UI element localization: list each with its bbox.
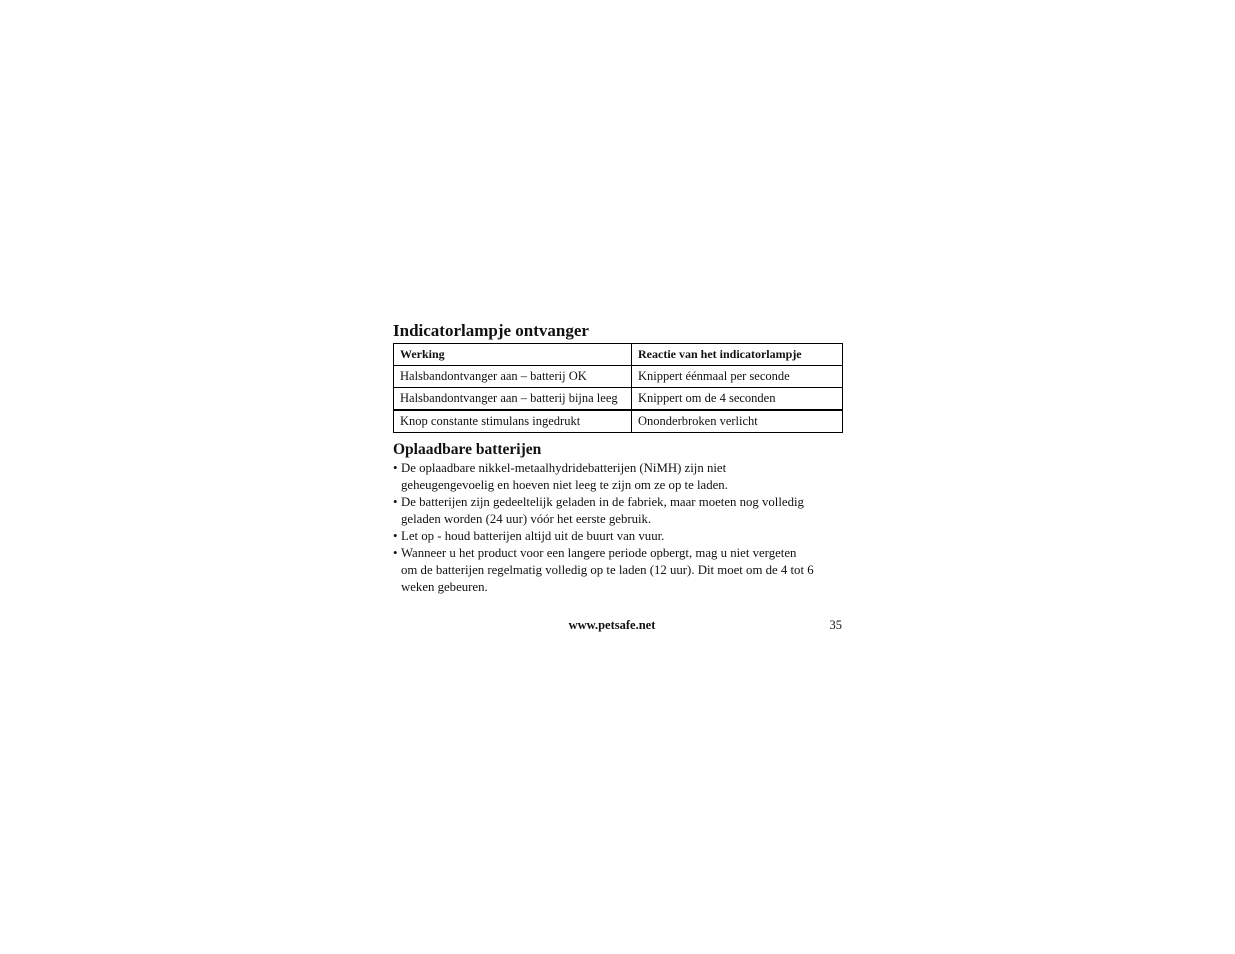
- bullet-marker: •: [393, 495, 398, 509]
- bullet-line: Wanneer u het product voor een langere periode opbergt, mag u niet vergeten: [401, 546, 797, 560]
- table-row: [394, 388, 843, 411]
- bullet-line: weken gebeuren.: [401, 580, 488, 594]
- table-cell: Halsbandontvanger aan – batterij bijna leeg: [394, 388, 632, 411]
- bullet-marker: •: [393, 529, 398, 543]
- table-header-cell: Reactie van het indicatorlampje: [632, 344, 843, 366]
- list-item: [393, 460, 842, 494]
- bullet-line: geheugengevoelig en hoeven niet leeg te zijn om ze op te laden.: [401, 478, 728, 492]
- page-number: 35: [829, 618, 842, 632]
- list-item: [393, 494, 842, 528]
- table-cell: Knop constante stimulans ingedrukt: [394, 410, 632, 433]
- list-item: [393, 545, 842, 596]
- bullet-line: De batterijen zijn gedeeltelijk geladen in de fabriek, maar moeten nog volledig: [401, 495, 804, 509]
- bullet-line: Let op - houd batterijen altijd uit de buurt van vuur.: [401, 529, 665, 543]
- table-cell: Halsbandontvanger aan – batterij OK: [394, 366, 632, 388]
- bullet-line: geladen worden (24 uur) vóór het eerste gebruik.: [401, 512, 652, 526]
- table-cell: Knippert om de 4 seconden: [632, 388, 843, 411]
- bullet-marker: •: [393, 546, 398, 560]
- battery-bullet-list: [393, 460, 842, 596]
- table-header-row: [394, 344, 843, 366]
- table-cell: Ononderbroken verlicht: [632, 410, 843, 433]
- website-link[interactable]: www.petsafe.net: [568, 618, 656, 632]
- indicator-table: [393, 343, 843, 433]
- table-header-cell: Werking: [394, 344, 632, 366]
- bullet-line: De oplaadbare nikkel-metaalhydridebatterijen (NiMH) zijn niet: [401, 461, 727, 475]
- page-footer: [393, 618, 842, 636]
- list-item: [393, 528, 842, 545]
- table-row: [394, 410, 843, 433]
- bullet-line: om de batterijen regelmatig volledig op te laden (12 uur). Dit moet om de 4 tot 6: [401, 563, 814, 577]
- table-cell: Knippert éénmaal per seconde: [632, 366, 843, 388]
- table-row: [394, 366, 843, 388]
- bullet-marker: •: [393, 461, 398, 475]
- page-content: [393, 320, 842, 596]
- section-title-batteries: Oplaadbare batterijen: [393, 441, 542, 458]
- section-title-indicator: Indicatorlampje ontvanger: [393, 321, 589, 340]
